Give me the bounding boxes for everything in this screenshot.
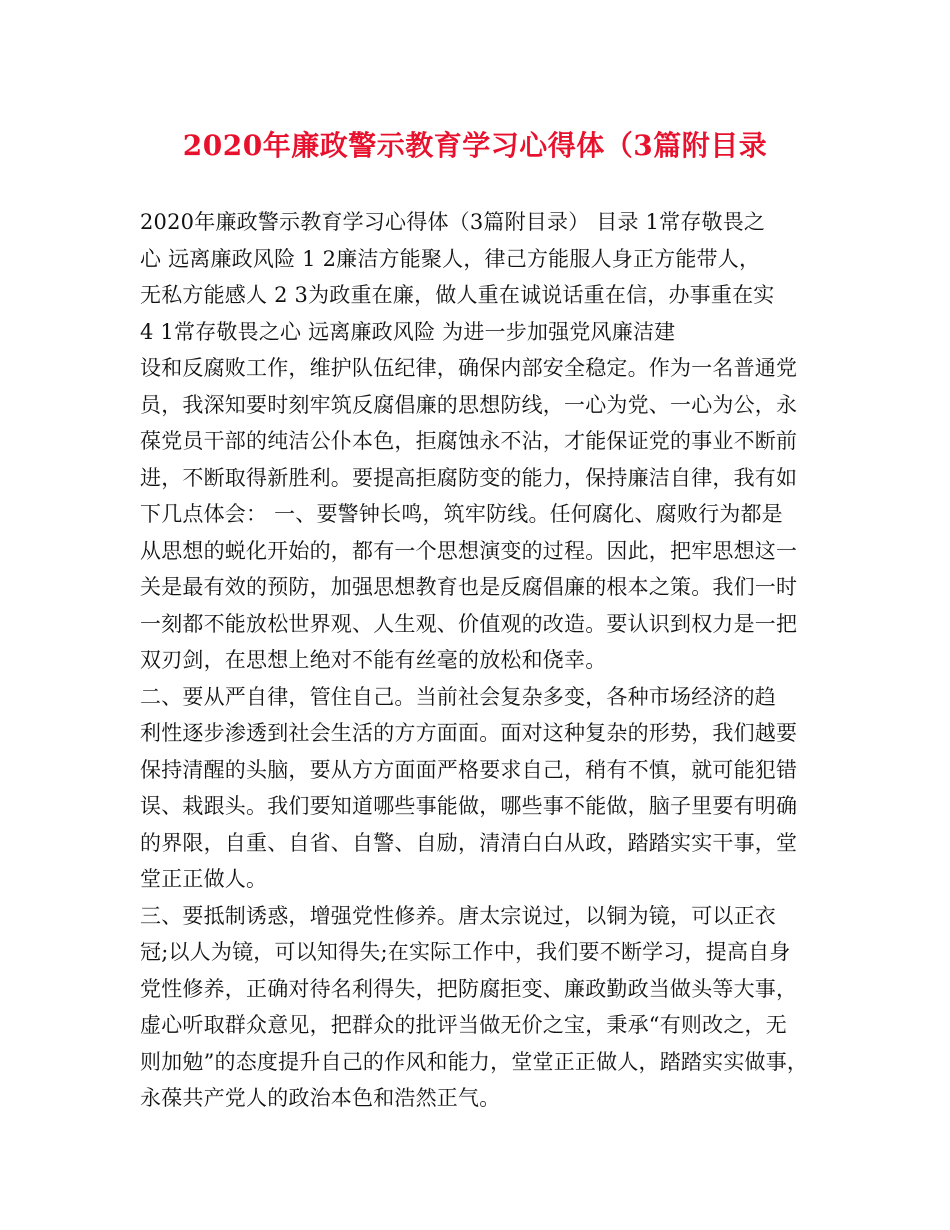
body-line: 心 远离廉政风险 1 2廉洁方能聚人，律己方能服人身正方能带人， — [140, 246, 761, 271]
body-line: 从思想的蜕化开始的，都有一个思想演变的过程。因此，把牢思想这一 — [140, 538, 798, 563]
body-line: 下几点体会： 一、要警钟长鸣，筑牢防线。任何腐化、腐败行为都是 — [140, 502, 783, 526]
body-line: 虚心听取群众意见，把群众的批评当做无价之宝，秉承“有则改之，无 — [140, 1013, 787, 1037]
body-line: 利性逐步渗透到社会生活的方方面面。面对这种复杂的形势，我们越要 — [140, 721, 798, 745]
body-line: 堂正正做人。 — [140, 867, 268, 891]
body-line: 保持清醒的头脑，要从方方面面严格要求自己，稍有不慎，就可能犯错 — [140, 757, 798, 782]
body-line: 关是最有效的预防，加强思想教育也是反腐倡廉的根本之策。我们一时 — [140, 575, 798, 599]
body-line: 4 1常存敬畏之心 远离廉政风险 为进一步加强党风廉洁建 — [140, 319, 676, 344]
body-line: 双刃剑，在思想上绝对不能有丝毫的放松和侥幸。 — [140, 648, 607, 672]
body-line: 设和反腐败工作，维护队伍纪律，确保内部安全稳定。作为一名普通党 — [140, 356, 798, 380]
body-line: 误、栽跟头。我们要知道哪些事能做，哪些事不能做，脑子里要有明确 — [140, 794, 798, 818]
body-line: 2020年廉政警示教育学习心得体（3篇附目录） 目录 1常存敬畏之 — [140, 210, 766, 234]
body-line: 二、要从严自律，管住自己。当前社会复杂多变，各种市场经济的趋 — [140, 684, 776, 709]
body-line: 葆党员干部的纯洁公仆本色，拒腐蚀永不沾，才能保证党的事业不断前 — [140, 429, 798, 453]
document-title: 2020年廉政警示教育学习心得体（3篇附目录 — [182, 129, 768, 162]
body-line: 冠;以人为镜，可以知得失;在实际工作中，我们要不断学习，提高自身 — [140, 940, 791, 964]
document-body — [140, 204, 820, 1117]
body-line: 一刻都不能放松世界观、人生观、价值观的改造。要认识到权力是一把 — [140, 611, 798, 636]
body-line: 永葆共产党人的政治本色和浩然正气。 — [140, 1086, 501, 1110]
body-line: 的界限，自重、自省、自警、自励，清清白白从政，踏踏实实干事，堂 — [140, 830, 798, 855]
body-line: 三、要抵制诱惑，增强党性修养。唐太宗说过，以铜为镜，可以正衣 — [140, 903, 776, 928]
body-line: 无私方能感人 2 3为政重在廉，做人重在诚说话重在信，办事重在实 — [140, 283, 775, 307]
body-line: 员，我深知要时刻牢筑反腐倡廉的思想防线，一心为党、一心为公，永 — [140, 392, 798, 417]
body-line: 党性修养，正确对待名利得失，把防腐拒变、廉政勤政当做头等大事， — [140, 976, 798, 1001]
body-line: 进，不断取得新胜利。要提高拒腐防变的能力，保持廉洁自律，我有如 — [140, 465, 798, 490]
body-line: 则加勉”的态度提升自己的作风和能力，堂堂正正做人，踏踏实实做事， — [140, 1049, 809, 1074]
